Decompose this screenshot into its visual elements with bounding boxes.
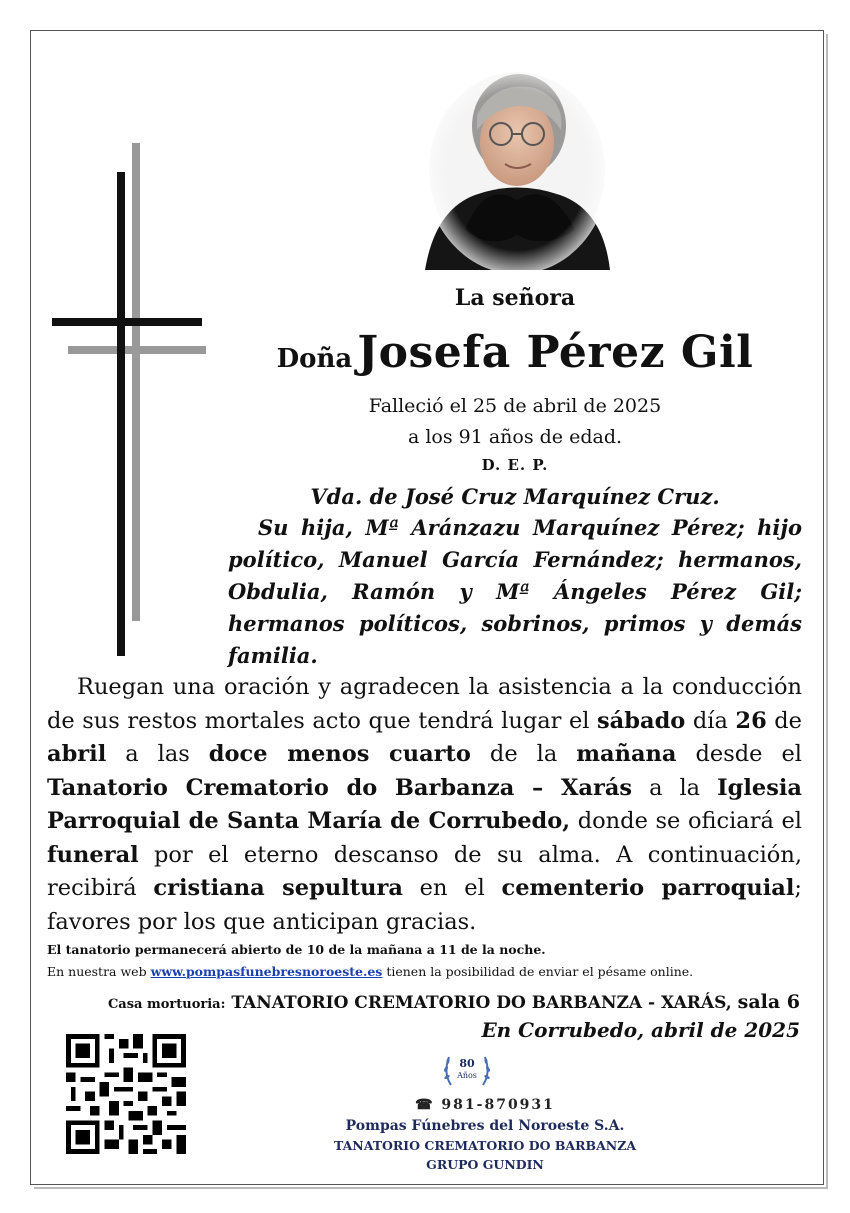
opening-hours-note: El tanatorio permanecerá abierto de 10 de la mañana a 11 de la noche. [47, 942, 546, 957]
cross-black-vertical [117, 172, 125, 656]
death-date: Falleció el 25 de abril de 2025 [368, 395, 662, 417]
body-highlight: cristiana sepultura [153, 875, 403, 901]
title-prefix: La señora [454, 285, 576, 311]
tanatorio-name: TANATORIO CREMATORIO DO BARBANZA [333, 1138, 637, 1153]
cross-black-horizontal [52, 318, 202, 326]
deceased-name: Josefa Pérez Gil [357, 327, 754, 378]
body-highlight: cementerio parroquial [501, 875, 795, 901]
body-text: en el [402, 875, 502, 901]
funeral-home-label: Casa mortuoria: [107, 997, 226, 1012]
body-highlight: sábado [597, 707, 686, 734]
body-highlight: Tanatorio Crematorio do Barbanza – Xarás [47, 774, 633, 801]
body-highlight: abril [47, 741, 107, 767]
web-note [47, 964, 693, 979]
web-note-suffix: tienen la posibilidad de enviar el pésame online. [382, 964, 694, 979]
funeral-home [108, 991, 800, 1013]
phone-number[interactable]: 981-870931 [441, 1097, 555, 1113]
badge-years: 80 [459, 1057, 475, 1070]
body-text: a la [632, 774, 718, 801]
widow-line: Vda. de José Cruz Marquínez Cruz. [310, 484, 720, 509]
body-text: de [766, 707, 802, 734]
website-link[interactable]: www.pompasfunebresnoroeste.es [150, 964, 383, 979]
funeral-home-value: TANATORIO CREMATORIO DO BARBANZA - XARÁS, [231, 993, 732, 1013]
body-text: desde el [676, 741, 802, 767]
cross-gray-vertical [132, 143, 140, 621]
body-highlight: funeral [47, 841, 139, 868]
portrait-photo [425, 60, 610, 270]
place-date: En Corrubedo, abril de 2025 [481, 1018, 800, 1042]
age: a los 91 años de edad. [407, 426, 623, 448]
body-highlight: 26 [735, 707, 767, 734]
qr-code-icon[interactable] [66, 1033, 186, 1155]
body-highlight: doce menos cuarto [208, 741, 471, 767]
body-text: por el eterno descanso de su alma. A continuación, recibirá [47, 841, 802, 901]
family-list: Su hija, Mª Aránzazu Marquínez Pérez; hijo político, Manuel García Fernández; hermanos, Obdulia, Ramón y Mª Ángeles Pérez Gil; hermanos políticos, sobrinos, primos y demás familia. [228, 515, 802, 668]
phone-icon: ☎ [415, 1097, 435, 1113]
company-name: Pompas Fúnebres del Noroeste S.A. [345, 1118, 625, 1134]
cross-gray-horizontal [68, 346, 206, 354]
badge-label: Años [457, 1071, 477, 1080]
web-note-prefix: En nuestra web [47, 964, 151, 979]
body-highlight: Iglesia Parroquial de Santa María de Corrubedo, [47, 774, 802, 834]
body-text: de la [470, 741, 577, 767]
group-name: GRUPO GUNDIN [426, 1157, 544, 1172]
deceased-name-row [230, 327, 800, 378]
phone-row [230, 1097, 740, 1113]
honorific: Doña [276, 344, 353, 374]
ceremony-text [47, 671, 802, 939]
rip: D. E. P. [481, 456, 549, 474]
body-text: donde se oficiará el [570, 808, 802, 834]
funeral-home-room: sala 6 [737, 991, 800, 1013]
body-text: a las [106, 741, 209, 767]
anniversary-badge-icon [441, 1045, 493, 1093]
body-text: ; favores por los que anticipan gracias. [47, 875, 802, 935]
body-highlight: mañana [576, 741, 677, 767]
body-text: día [685, 707, 736, 734]
body-text: Ruegan una oración y agradecen la asistencia a la conducción de sus restos mortales acto que tendrá lugar el [47, 674, 802, 734]
